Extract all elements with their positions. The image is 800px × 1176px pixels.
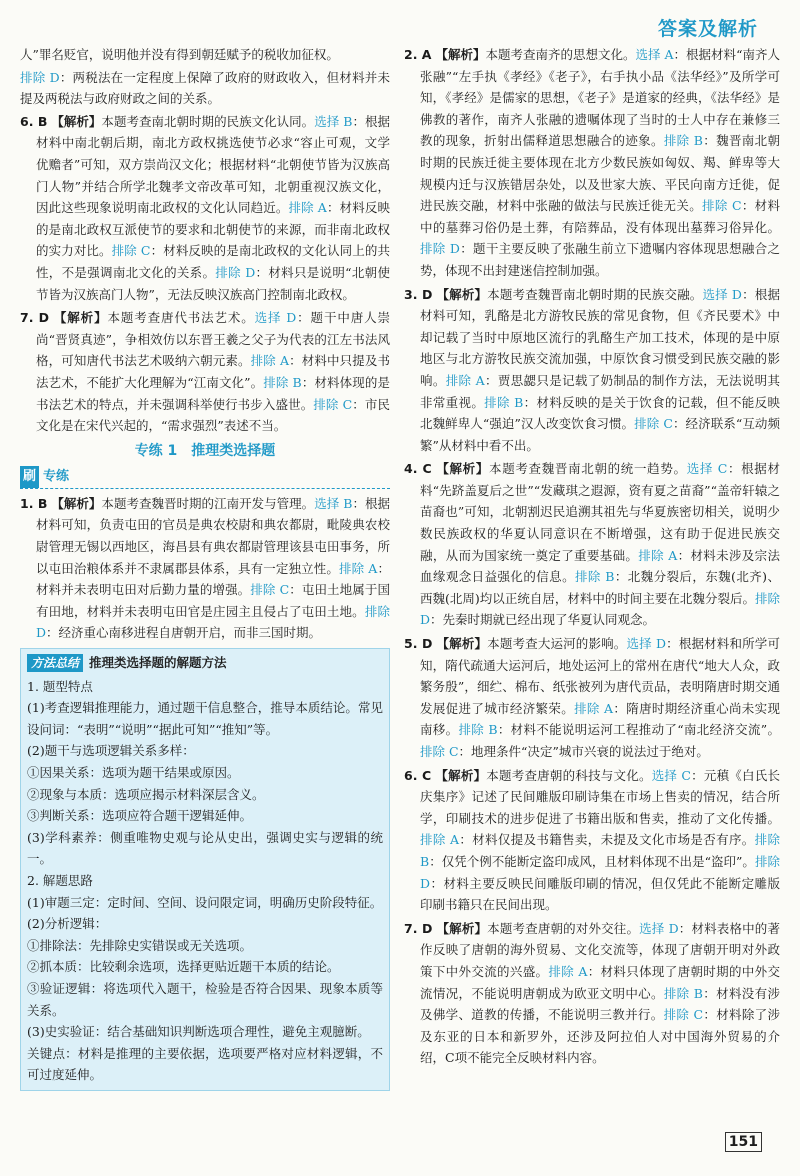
tag: 【解析】 <box>436 286 488 302</box>
select-label: 选择 C <box>651 767 691 783</box>
left-column <box>20 44 390 1124</box>
exclude-label: 排除 A <box>638 547 678 563</box>
answer-left-q7 <box>20 307 390 437</box>
answer-right-q2 <box>404 44 780 282</box>
t: ：材料未涉及宗法血缘观念日益强化的信息。 <box>420 547 780 585</box>
exclude-label: 排除 B <box>663 985 703 1001</box>
answer-right-q5 <box>404 633 780 763</box>
select-label: 选择 D <box>626 636 666 652</box>
t: ：材料主要反映民间雕版印刷的情况，但仅凭此不能断定雕版印刷书籍只在民间出现。 <box>420 875 780 913</box>
q-num: 1. B <box>20 495 48 511</box>
method-line: ③判断关系：选项应符合题干逻辑延伸。 <box>27 808 253 824</box>
method-summary-box <box>20 648 390 1091</box>
tag: 【解析】 <box>436 461 490 477</box>
t: ：题干中唐人崇尚“晋贤真迹”，争相效仿以东晋王羲之父子为代表的江左书法风格，可知唐代书法艺术吸纳六朝元素。 <box>36 310 390 369</box>
method-line: 关键点：材料是推理的主要依据，选项要严格对应材料逻辑，不可过度延伸。 <box>27 1045 383 1083</box>
exclude-label: 排除 A <box>574 700 614 716</box>
t: ：材料仅提及书籍售卖，未提及文化市场是否有序。 <box>459 832 755 848</box>
select-label: 选择 B <box>314 495 353 511</box>
q-num: 6. B <box>20 113 48 129</box>
exclude-label: 排除 A <box>445 372 485 388</box>
t: ：贾思勰只是记载了奶制品的制作方法，无法说明其非常重视。 <box>420 372 780 410</box>
t: 本题考查魏晋南北朝的统一趋势。 <box>489 461 687 477</box>
t: ：隋唐时期经济重心尚未实现南移。 <box>420 700 780 738</box>
t: ：仅凭个例不能断定盗印成风，且材料体现不出是“盗印”。 <box>429 853 755 869</box>
t: ：元稹《白氏长庆集序》记述了民间雕版印刷诗集在市场上售卖的情况，结合所学，印刷技术的进步促进了书籍出版和售卖，推动了文化传播。 <box>420 767 780 826</box>
method-line: (1)审题三定：定时间、空间、设问限定词，明确历史阶段特征。 <box>27 894 383 910</box>
q-num: 7. D <box>404 920 433 936</box>
method-line: ③验证逻辑：将选项代入题干，检验是否符合因果、现象本质等关系。 <box>27 980 383 1018</box>
q-num: 4. C <box>404 461 432 477</box>
t: ：根据材料可知，乳酪是北方游牧民族的常见食物，但《齐民要术》中却记载了当时中原地区流行的乳酪生产加工技术，体现的是中原地区与北方游牧民族交流加强，中原饮食习惯受到民族交融的影响。 <box>420 286 780 388</box>
exclude-label: 排除 D <box>420 241 460 257</box>
exclude-label: 排除 A <box>250 353 289 369</box>
practice-label: 专练 <box>43 469 70 485</box>
method-line: ②现象与本质：选项应揭示材料深层含义。 <box>27 786 265 802</box>
tag: 【解析】 <box>435 47 486 62</box>
t: ：先秦时期就已经出现了华夏认同观念。 <box>430 612 656 628</box>
select-label: 选择 A <box>635 47 674 62</box>
exclude-label: 排除 D <box>420 590 780 628</box>
t: ：材料反映的是南北政权互派使节的要求和北朝使节的来源，而非南北政权的实力对比。 <box>36 200 390 259</box>
exclude-label: 排除 C <box>313 396 353 412</box>
q-num: 6. C <box>404 767 432 783</box>
exclude-label: 排除 A <box>548 963 588 979</box>
method-line: (1)考查逻辑推理能力，通过题干信息整合，推导本质结论。常见设问词：“表明”“说明”“据此可知”“推知”等。 <box>27 700 383 737</box>
tag: 【解析】 <box>436 920 488 936</box>
answer-right-q6 <box>404 765 780 916</box>
t: 本题考查南齐的思想文化。 <box>485 47 636 62</box>
exclude-label: 排除 A <box>338 560 378 576</box>
answer-left-q6 <box>20 111 390 305</box>
method-line: (3)史实验证：结合基础知识判断选项合理性，避免主观臆断。 <box>27 1024 370 1040</box>
exclude-label: 排除 B <box>663 133 703 149</box>
method-line: (2)分析逻辑： <box>27 916 108 932</box>
tag: 【解析】 <box>436 636 488 652</box>
t: ：材料反映的是南北政权的文化认同上的共性，不是强调南北文化的关系。 <box>36 243 390 280</box>
t: ：经济重心南移进程自唐朝开启，而非三国时期。 <box>46 625 322 641</box>
exclude-label: 排除 D <box>20 69 60 85</box>
t: 本题考查魏晋时期的江南开发与管理。 <box>101 495 315 511</box>
method-line: ①因果关系：选项为题干结果或原因。 <box>27 765 240 780</box>
t: ：材料表格中的著作反映了唐朝的海外贸易、文化交流等，体现了唐朝开明对外政策下中外交流的兴盛。 <box>420 920 780 979</box>
exclude-text: ：两税法在一定程度上保障了政府的财政收入，但材料并未提及两税法与政府财政之间的关系。 <box>20 69 390 107</box>
practice-banner <box>20 466 390 489</box>
q-num: 7. D <box>20 310 50 326</box>
exclude-label: 排除 C <box>663 1007 704 1023</box>
method-line: (3)学科素养：侧重唯物史观与论从史出，强调史实与逻辑的统一。 <box>27 829 383 867</box>
tag: 【解析】 <box>51 495 102 511</box>
t: ：根据材料可知，负责屯田的官员是典农校尉和典农都尉，毗陵典农校尉管理无锡以西地区，海昌县有典农都尉管理该县屯田事务，所以屯田治粮体系并不隶属郡县体系，具有一定独立性。 <box>36 495 390 576</box>
exclude-label: 排除 C <box>250 582 290 598</box>
t: ：材料中只提及书法艺术，不能扩大化理解为“江南文化”。 <box>36 353 390 390</box>
select-label: 选择 B <box>314 113 353 129</box>
exclude-label: 排除 D <box>215 264 256 280</box>
t: 本题考查南北朝时期的民族文化认同。 <box>101 113 315 129</box>
method-line: 2. 解题思路 <box>27 872 93 888</box>
t: ：材料只体现了唐朝时期的中外交流情况，不能说明唐朝成为欧亚文明中心。 <box>420 963 780 1001</box>
exclude-label: 排除 B <box>484 394 524 410</box>
select-label: 选择 C <box>686 461 728 477</box>
header-title: 答案及解析 <box>657 18 758 40</box>
exclude-label: 排除 D <box>36 603 390 641</box>
exclude-label: 排除 B <box>263 374 302 390</box>
section-title: 专练 1 推理类选择题 <box>134 442 276 459</box>
t: ：北魏分裂后，东魏(北齐)、西魏(北周)均以正统自居，材料中的时间主要在北魏分裂后。 <box>420 569 780 606</box>
t: ：根据材料“先跻盖夏后之世”“发藏琪之遐源，资有夏之苗裔”“盖帝轩辕之苗裔也”可知，北朝割迟民追溯其祖先与华夏族密切相关，说明少数民族政权的华夏认同意识在不断增强，这有助于促进民族交融，从而为国家统一奠定了重要基础。 <box>420 461 780 563</box>
exclude-label: 排除 C <box>420 744 459 759</box>
tag: 【解析】 <box>53 310 108 326</box>
t: ：经济联系“互动频繁”从材料中看不出。 <box>420 416 780 453</box>
t: 本题考查唐代书法艺术。 <box>107 310 255 326</box>
t: 本题考查唐朝的对外交往。 <box>487 920 640 936</box>
answer-right-q4 <box>404 458 780 631</box>
q-num: 5. D <box>404 636 433 652</box>
answer-right-q7 <box>404 918 780 1069</box>
t: ：材料除了涉及东亚的日本和新罗外，还涉及阿拉伯人对中国海外贸易的介绍，C项不能完全反映材料内容。 <box>420 1007 780 1066</box>
q-num: 3. D <box>404 286 433 302</box>
method-title: 推理类选择题的解题方法 <box>89 655 227 671</box>
continued-text-2 <box>20 67 390 110</box>
answer-left-q1 <box>20 493 390 644</box>
exclude-label: 排除 C <box>111 243 151 259</box>
t: ：魏晋南北朝时期的民族迁徙主要体现在北方少数民族如匈奴、羯、鲜卑等大规模内迁与汉族错居杂处，以及世家大族、平民向南方迁徙，促进民族交融，材料中张融的做法与民族迁徙无关。 <box>420 133 780 214</box>
exclude-label: 排除 A <box>420 832 460 848</box>
right-column <box>404 44 780 1134</box>
exclude-label: 排除 B <box>420 832 780 869</box>
method-line: ①排除法：先排除史实错误或无关选项。 <box>27 937 253 953</box>
tag: 【解析】 <box>435 767 487 783</box>
answer-right-q3 <box>404 284 780 457</box>
t: ：屯田土地属于国有田地，材料并未表明屯田官是庄园主且侵占了屯田土地。 <box>36 582 390 619</box>
select-label: 选择 D <box>639 920 679 936</box>
t: ：材料反映的是关于饮食的记载，但不能反映北魏鲜卑人“强迫”汉人改变饮食习惯。 <box>420 394 780 432</box>
t: ：材料没有涉及佛学、道教的传播，不能说明三教并行。 <box>420 985 780 1023</box>
t: ：根据材料和所学可知，隋代疏通大运河后，地处运河上的常州在唐代“地大人众，政繁务殷”，细纻、棉布、纸张被列为唐代贡品，表明隋唐时期交通发展促进了城市经济繁荣。 <box>420 636 780 716</box>
exclude-label: 排除 B <box>458 722 498 738</box>
exclude-label: 排除 C <box>702 198 742 214</box>
q-num: 2. A <box>404 47 432 62</box>
shua-badge: 刷 <box>20 466 39 488</box>
exclude-label: 排除 A <box>288 200 327 216</box>
continued-text: 人”罪名贬官，说明他并没有得到朝廷赋予的税收加征权。 <box>20 47 339 62</box>
t: ：材料并未表明屯田对后勤力量的增强。 <box>36 560 390 598</box>
t: ：题干主要反映了张融生前立下遗嘱内容体现思想融合之势，体现不出封建迷信控制加强。 <box>420 241 780 278</box>
method-line: 1. 题型特点 <box>27 678 93 694</box>
tag: 【解析】 <box>51 113 102 129</box>
method-line: (2)题干与选项逻辑关系多样： <box>27 743 195 759</box>
select-label: 选择 D <box>702 286 742 302</box>
t: ：材料体现的是书法艺术的特点，并未强调科举使行书步入盛世。 <box>36 374 390 412</box>
exclude-label: 排除 C <box>634 416 673 432</box>
t: ：根据材料中南北朝后期，南北方政权挑选使节必求“容止可观，文学优赡者”可知，双方崇尚汉文化；根据材料“北朝使节皆为汉族高门人物”并结合所学北魏孝文帝改革可知，北朝重视汉族文化，因此这些现象说明南北政权的文化认同趋近。 <box>36 113 390 216</box>
t: ：材料不能说明运河工程推动了“南北经济交流”。 <box>497 722 780 738</box>
t: ：市民文化是在宋代兴起的，“需求强烈”表述不当。 <box>36 396 390 434</box>
t: ：地理条件“决定”城市兴衰的说法过于绝对。 <box>458 744 709 759</box>
method-line: ②抓本质：比较剩余选项，选择更贴近题干本质的结论。 <box>27 959 340 975</box>
t: 本题考查唐朝的科技与文化。 <box>486 767 652 783</box>
exclude-label: 排除 B <box>575 569 615 585</box>
t: ：材料中的墓葬习俗仍是土葬，有陪葬品，没有体现出墓葬习俗异化。 <box>420 198 780 235</box>
exclude-label: 排除 D <box>420 853 780 891</box>
page-number: 151 <box>725 1132 762 1152</box>
t: ：材料只是说明“北朝使节皆为汉族高门人物”，无法反映汉族高门控制南北政权。 <box>36 264 390 302</box>
t: 本题考查魏晋南北朝时期的民族交融。 <box>487 286 703 302</box>
t: 本题考查大运河的影响。 <box>487 636 627 652</box>
method-label: 方法总结 <box>27 654 83 672</box>
select-label: 选择 D <box>254 310 297 326</box>
t: ：根据材料“南齐人张融”“左手执《孝经》《老子》，右手执小品《法华经》”及所学可知，《孝经》是儒家的思想，《老子》是道家的经典，《法华经》是佛教的著作，南齐人张融的遗嘱体现了当时的士人中存在兼修三教的现象，折射出儒释道思想融合的迹象。 <box>420 47 780 149</box>
